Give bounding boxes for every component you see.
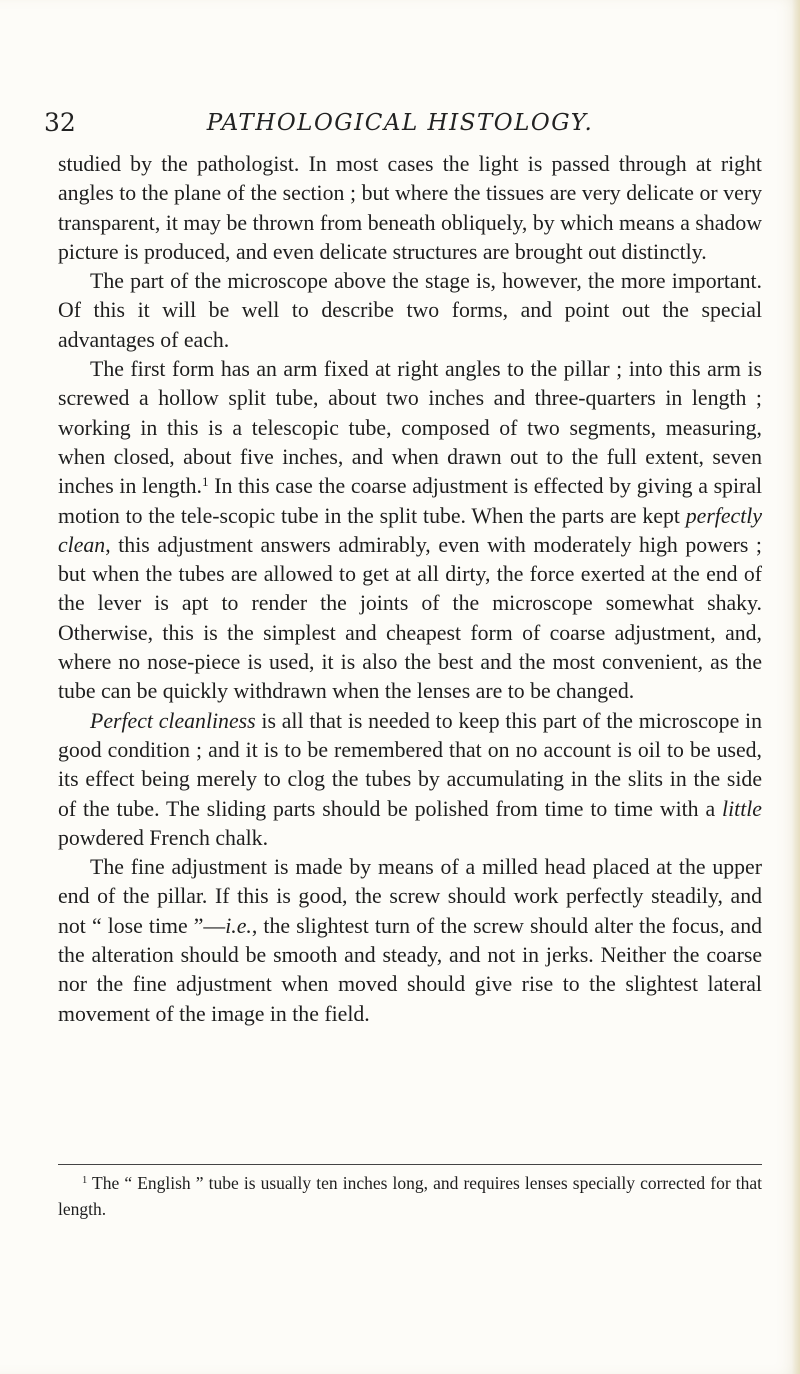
footnote: [58, 1170, 762, 1222]
paragraph-4-text-a: is all that is needed to keep this part of the microscope in good condition ; and it is to be remembered that on no account is oil to be used, its effect being merely to clog the tubes by accumulating in the slits in the side of the tube. The sliding parts should be polished from time to time with a: [58, 708, 763, 821]
paragraph-4-emphasis: Perfect cleanliness: [90, 708, 256, 733]
paragraph-1: studied by the pathologist. In most cases the light is passed through at right angles to the plane of the section ; but where the tissues are very delicate or very transparent, it may be thrown from beneath obliquely, by which means a shadow picture is produced, and even delicate structures are brought out distinctly.: [58, 152, 762, 264]
paragraph-3-text-b: In this case the coarse adjustment is effected by giving a spiral motion to the tele-scopic tube in the split tube. When the parts are kept: [58, 474, 763, 528]
footnote-reference: 1: [201, 474, 209, 490]
paragraph-4-emphasis-2: little: [722, 796, 762, 821]
paragraph-3-emphasis: perfectly clean: [58, 503, 762, 557]
footnote-text: The “ English ” tube is usually ten inches long, and requires lenses specially corrected for that length.: [58, 1173, 762, 1219]
paragraph-3-text-c: , this adjustment answers admirably, even with moderately high powers ; but when the tubes are allowed to get at all dirty, the force exerted at the end of the lever is apt to render the joints of the microscope somewhat shaky. Otherwise, this is the simplest and cheapest form of coarse adjustment, and, where no nose-piece is used, it is also the best and the most convenient, as the tube can be quickly withdrawn when the lenses are to be changed.: [58, 532, 762, 704]
paragraph-4-text-b: powdered French chalk.: [58, 825, 269, 850]
footnote-body: [58, 1170, 762, 1222]
paragraph-4: [58, 707, 762, 853]
paragraph-5: [58, 853, 762, 1029]
footnote-mark: 1: [82, 1175, 88, 1187]
footnote-divider: [58, 1164, 762, 1165]
paragraph-2: The part of the microscope above the stage is, however, the more important. Of this it will be well to describe two forms, and point out the special advantages of each.: [58, 269, 762, 352]
running-head: PATHOLOGICAL HISTOLOGY.: [206, 110, 594, 136]
paragraph-5-emphasis: i.e.: [225, 913, 252, 938]
paragraph-5-text-b: , the slightest turn of the screw should alter the focus, and the alteration should be smooth and steady, and not in jerks. Neither the coarse nor the fine adjustment when moved should give rise to the slightest lateral movement of the image in the field.: [58, 913, 762, 1026]
paragraph-5-text-a: The fine adjustment is made by means of a milled head placed at the upper end of the pillar. If this is good, the screw should work perfectly steadily, and not “ lose time ”—: [58, 855, 762, 938]
page-header: [0, 108, 800, 138]
page-edge-shading: [792, 0, 800, 1374]
paragraph-3: [58, 355, 762, 707]
paragraph-3-text-a: The first form has an arm fixed at right angles to the pillar ; into this arm is screwed a hollow split tube, about two inches and three-quarters in length ; working in this is a telescopic tube, composed of two segments, measuring, when closed, about five inches, and when drawn out to the full extent, seven inches in length.: [58, 357, 762, 499]
page-number: 32: [44, 108, 76, 137]
body-text: [58, 150, 762, 1029]
